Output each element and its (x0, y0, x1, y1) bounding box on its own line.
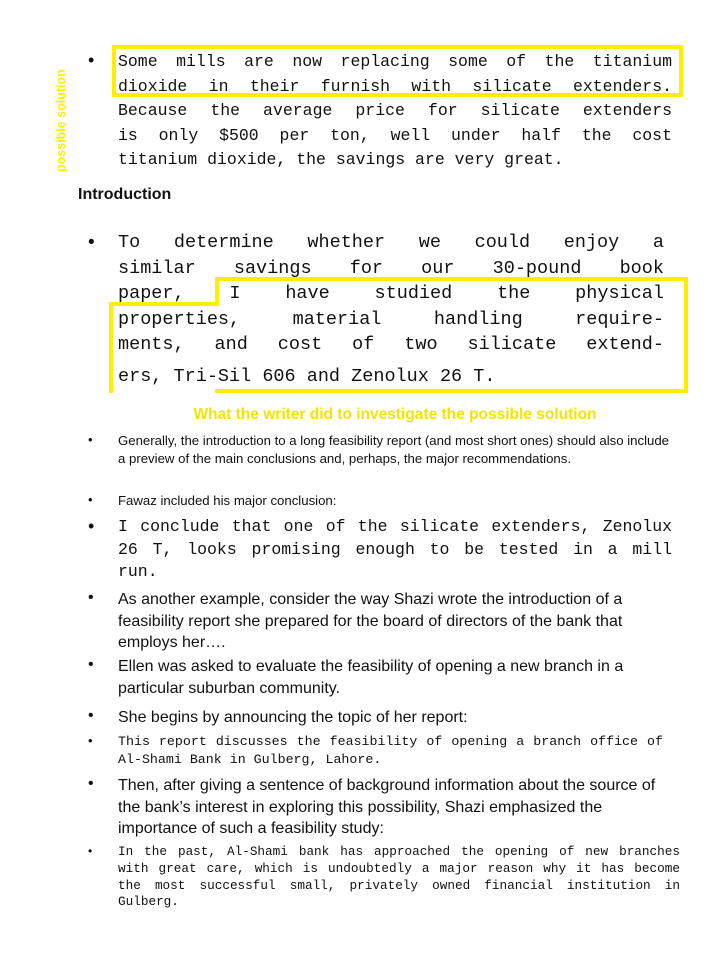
quote-conclude (88, 516, 672, 584)
paragraph-shazi-example (88, 589, 680, 654)
paragraph-text: Fawaz included his major conclusion: (118, 493, 337, 508)
quote-line: is only $500 per ton, well under half the cost (118, 125, 672, 145)
quote-line: Some mills are now replacing some of the titanium (118, 52, 672, 71)
bullet: • (88, 589, 94, 606)
quote-line: similar savings for our 30-pound book (118, 257, 664, 279)
paragraph-text: Generally, the introduction to a long feasibility report (and most short ones) should also include a preview of the main conclusions and, perhaps, the major recommendations. (118, 433, 670, 466)
paragraph-text: She begins by announcing the topic of her report: (118, 709, 468, 726)
bullet: • (88, 733, 93, 748)
section-heading-introduction: Introduction (78, 186, 172, 203)
quote-line: titanium dioxide, the savings are very great. (118, 150, 564, 169)
quote-text: I conclude that one of the silicate extenders, Zenolux 26 T, looks promising enough to be tested in a mill run. (118, 517, 672, 581)
bullet: • (88, 432, 93, 447)
quote-line: Because the average price for silicate extenders (118, 101, 672, 120)
quote-past (88, 844, 680, 911)
quote-text: In the past, Al-Shami bank has approached the opening of new branches with great care, which is undoubtedly a major reason why it has become the most successful small, privately owned financial institution in Gulberg. (118, 844, 680, 910)
paragraph-text: As another example, consider the way Shazi wrote the introduction of a feasibility report she prepared for the board of directors of the bank that employs her…. (118, 591, 623, 651)
quote-report-topic (88, 733, 663, 769)
quote-titanium (88, 50, 672, 173)
bullet: • (88, 516, 95, 536)
quote-line: dioxide in their furnish with silicate extenders. (118, 76, 672, 96)
paragraph-text: Then, after giving a sentence of background information about the source of the bank’s interest in exploring this possibility, Shazi emphasized the importance of such a feasibility study: (118, 777, 656, 837)
bullet: • (88, 656, 94, 673)
quote-line: paper, I have studied the physical (118, 283, 664, 304)
bullet: • (88, 232, 95, 253)
quote-line: ments, and cost of two silicate extend- (118, 334, 664, 355)
quote-line: To determine whether we could enjoy a (118, 232, 664, 253)
bullet: • (88, 492, 93, 507)
paragraph-background (88, 775, 680, 840)
side-label-possible-solution: possible solution (54, 69, 68, 172)
caption-investigation: What the writer did to investigate the possible solution (193, 406, 597, 423)
bullet: • (88, 50, 95, 70)
quote-text: This report discusses the feasibility of opening a branch office of Al-Shami Bank in Gulberg, Lahore. (118, 734, 663, 767)
paragraph-ellen (88, 656, 680, 700)
paragraph-text: Ellen was asked to evaluate the feasibility of opening a new branch in a particular suburban community. (118, 658, 624, 697)
bullet: • (88, 707, 94, 724)
quote-determine (88, 230, 664, 389)
paragraph-preview (88, 432, 678, 467)
bullet: • (88, 775, 94, 792)
bullet: • (88, 844, 93, 858)
quote-line: ers, Tri-Sil 606 and Zenolux 26 T. (118, 365, 496, 387)
quote-line: properties, material handling require- (118, 308, 664, 330)
paragraph-topic (88, 707, 680, 728)
paragraph-fawaz (88, 492, 678, 510)
